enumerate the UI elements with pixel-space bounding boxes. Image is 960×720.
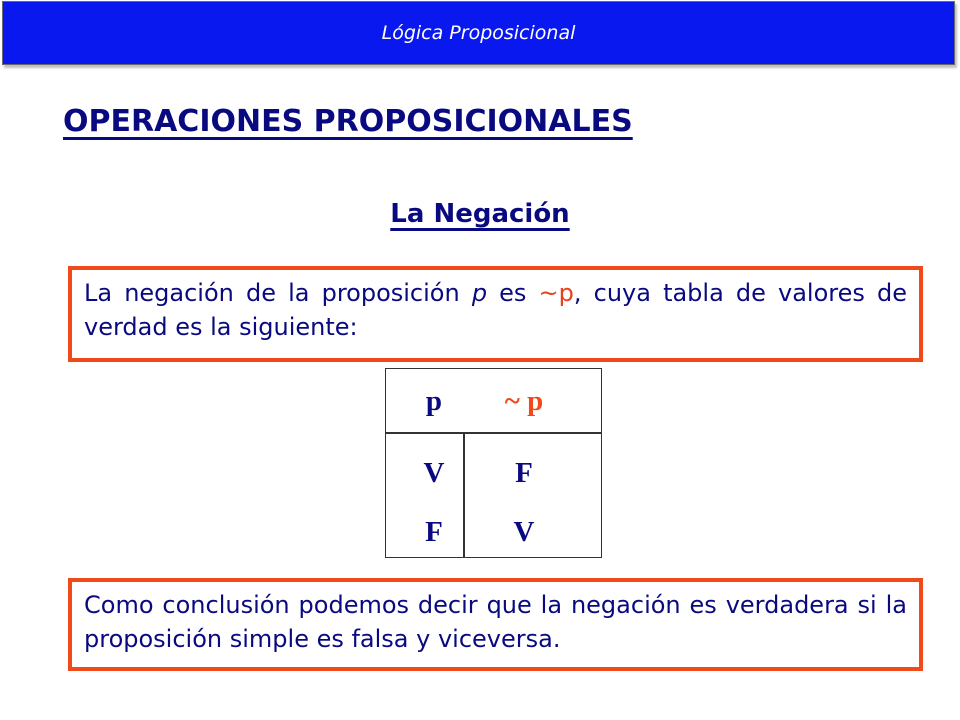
conclusion-box	[68, 578, 923, 671]
table-cell-r1-neg-p: F	[515, 457, 533, 489]
table-cell-r1-p: V	[423, 457, 445, 489]
sub-heading-text: La Negación	[390, 199, 570, 229]
intro-text-2: es	[487, 279, 539, 307]
section-heading: OPERACIONES PROPOSICIONALES	[63, 104, 633, 139]
intro-var-p: p	[471, 279, 488, 307]
intro-box	[68, 266, 923, 362]
table-header-p: p	[425, 385, 443, 417]
table-cell-r2-p: F	[425, 516, 443, 548]
table-header-neg-p: ~ p	[504, 385, 544, 417]
intro-text-3: , cuya tabla de valores de verdad es la siguiente:	[84, 279, 907, 341]
intro-text-1: La negación de la proposición	[84, 279, 472, 307]
header-bar	[2, 1, 955, 65]
table-header-divider	[386, 432, 601, 434]
intro-neg-p: ~p	[538, 279, 574, 307]
truth-table	[385, 368, 602, 558]
sub-heading	[0, 199, 960, 229]
table-cell-r2-neg-p: V	[513, 516, 535, 548]
header-title: Lógica Proposicional	[381, 22, 576, 44]
conclusion-text: Como conclusión podemos decir que la negación es verdadera si la proposición simple es falsa y viceversa.	[84, 591, 907, 653]
